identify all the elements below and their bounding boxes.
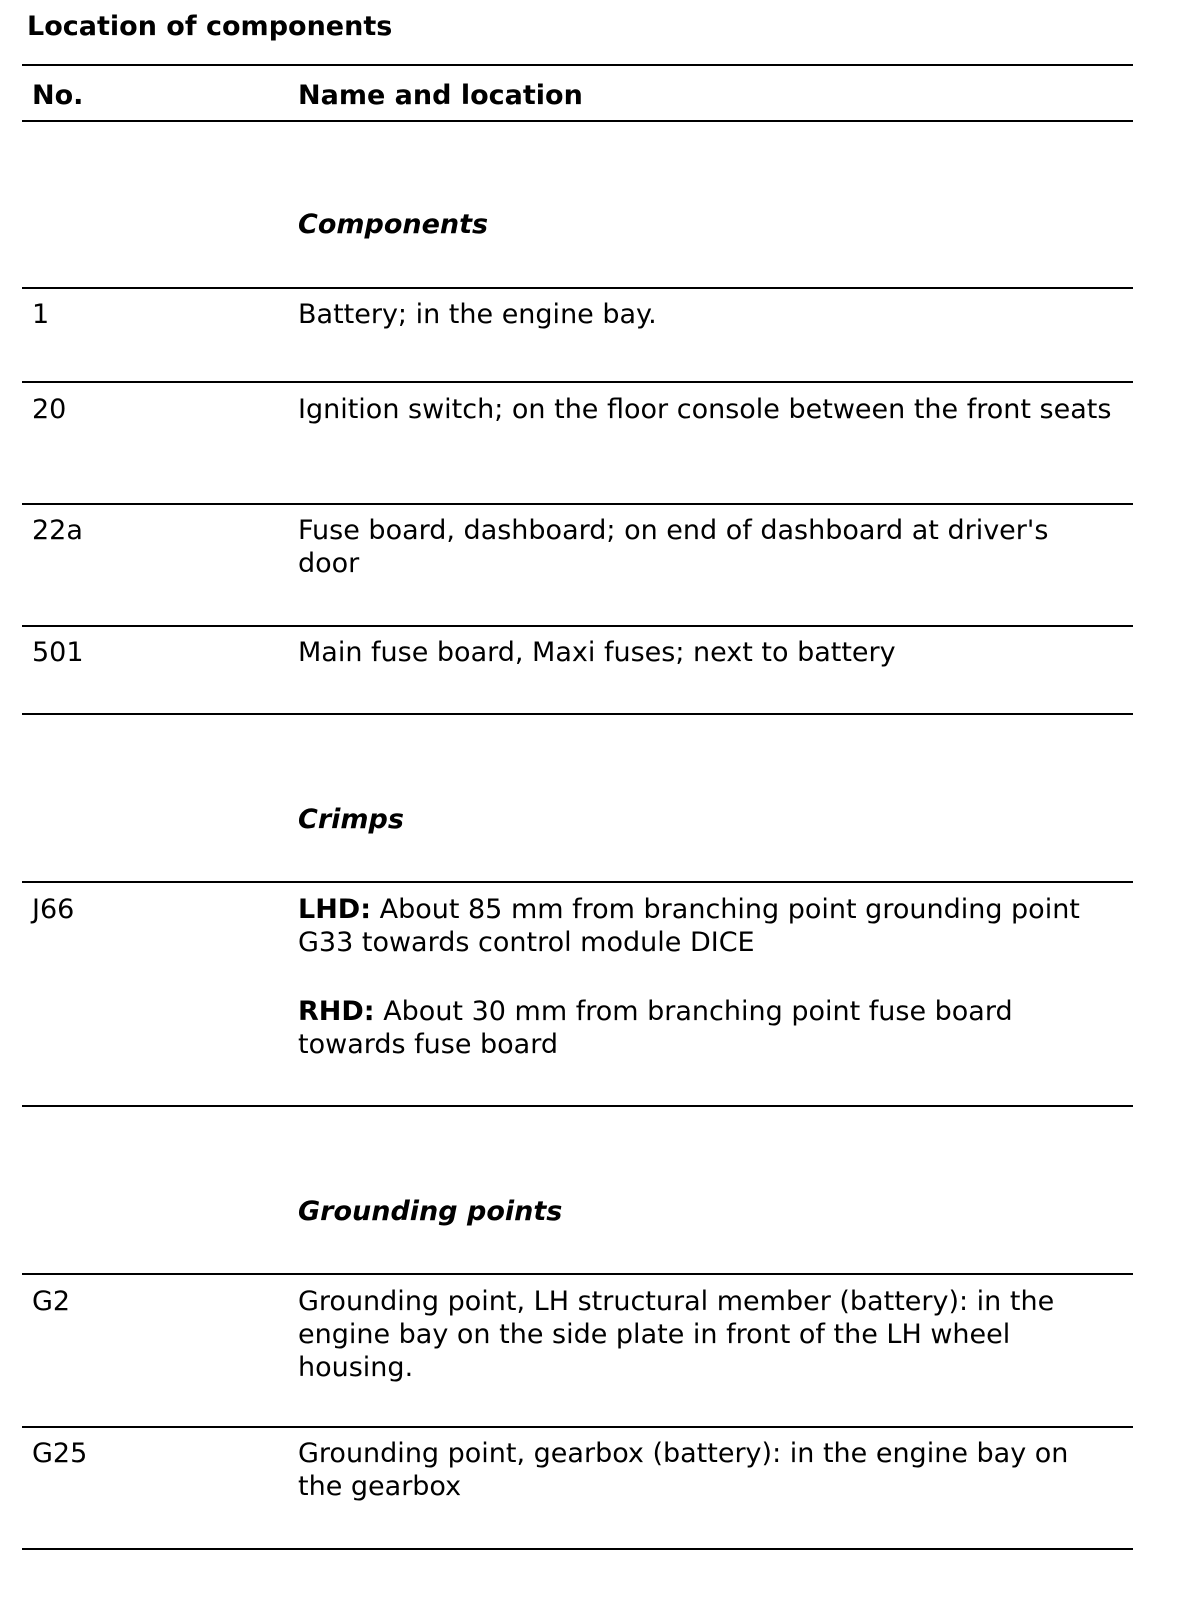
row-description: Main fuse board, Maxi fuses; next to battery (298, 637, 896, 668)
row-number: G2 (32, 1286, 71, 1317)
table-bottom-rule (22, 1548, 1133, 1550)
row-description: Ignition switch; on the floor console between the front seats (298, 394, 1112, 425)
row-rule (22, 881, 1133, 883)
table-top-rule (22, 64, 1133, 66)
row-rule (22, 1426, 1133, 1428)
row-description: Fuse board, dashboard; on end of dashboard at driver's door (298, 515, 1049, 579)
row-rule (22, 287, 1133, 289)
lhd-label: LHD: (298, 894, 372, 925)
row-number: J66 (32, 894, 75, 925)
row-rule (22, 1273, 1133, 1275)
row-description: Grounding point, gearbox (battery): in the engine bay on the gearbox (298, 1438, 1069, 1502)
section-end-rule (22, 1105, 1133, 1107)
rhd-text: About 30 mm from branching point fuse board towards fuse board (298, 996, 1013, 1060)
row-number: 22a (32, 515, 83, 546)
row-number: 501 (32, 637, 84, 668)
column-header-no: No. (32, 80, 84, 111)
row-number: G25 (32, 1438, 88, 1469)
rhd-paragraph (298, 995, 1118, 1061)
section-heading-grounding-points: Grounding points (298, 1196, 563, 1227)
column-header-name: Name and location (298, 80, 583, 111)
row-rule (22, 503, 1133, 505)
section-end-rule (22, 713, 1133, 715)
rhd-label: RHD: (298, 996, 375, 1027)
lhd-text: About 85 mm from branching point grounding point G33 towards control module DICE (298, 894, 1080, 958)
row-number: 20 (32, 394, 67, 425)
page-title: Location of components (27, 11, 393, 42)
row-description: Battery; in the engine bay. (298, 299, 657, 330)
row-description (298, 893, 1118, 1061)
section-heading-components: Components (298, 209, 489, 240)
row-rule (22, 381, 1133, 383)
section-heading-crimps: Crimps (298, 804, 404, 835)
row-rule (22, 625, 1133, 627)
header-bottom-rule (22, 120, 1133, 122)
lhd-paragraph (298, 893, 1118, 959)
row-number: 1 (32, 299, 50, 330)
row-description: Grounding point, LH structural member (battery): in the engine bay on the side plate in front of the LH wheel housing. (298, 1286, 1055, 1383)
